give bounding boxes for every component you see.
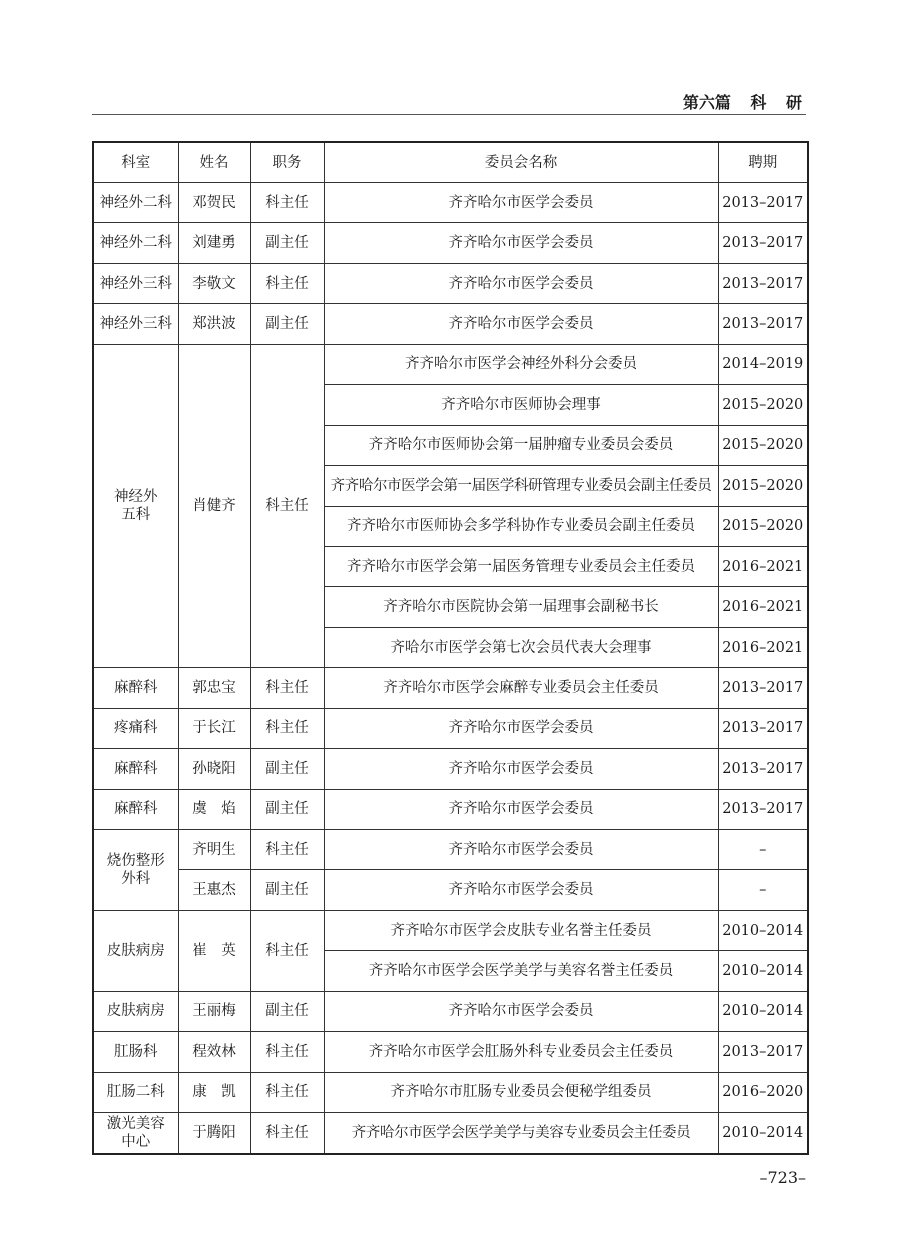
term-cell: 2016–2021 xyxy=(718,627,808,667)
committee-cell: 齐齐哈尔市医学会委员 xyxy=(324,708,718,748)
term-cell: 2013–2017 xyxy=(718,668,808,708)
column-header: 职务 xyxy=(250,142,324,183)
table-row xyxy=(93,344,808,384)
table-row xyxy=(93,223,808,263)
committee-cell: 齐齐哈尔市医学会皮肤专业名誉主任委员 xyxy=(324,910,718,950)
table-row xyxy=(93,183,808,223)
committee-cell: 齐齐哈尔市医学会麻醉专业委员会主任委员 xyxy=(324,668,718,708)
title-cell: 副主任 xyxy=(250,304,324,344)
name-cell: 孙晓阳 xyxy=(178,749,250,789)
title-cell: 科主任 xyxy=(250,830,324,870)
title-cell: 科主任 xyxy=(250,708,324,748)
name-cell: 肖健齐 xyxy=(178,344,250,668)
term-cell: 2013–2017 xyxy=(718,789,808,829)
term-cell: 2015–2020 xyxy=(718,506,808,546)
term-cell: 2013–2017 xyxy=(718,223,808,263)
committee-cell: 齐齐哈尔市医学会第一届医务管理专业委员会主任委员 xyxy=(324,546,718,586)
table-row xyxy=(93,1072,808,1112)
name-cell: 程效林 xyxy=(178,1032,250,1072)
table-row xyxy=(93,749,808,789)
dept-cell: 神经外二科 xyxy=(93,183,178,223)
term-cell: 2016–2020 xyxy=(718,1072,808,1112)
term-cell: 2015–2020 xyxy=(718,466,808,506)
column-header: 科室 xyxy=(93,142,178,183)
committee-cell: 齐齐哈尔市医师协会多学科协作专业委员会副主任委员 xyxy=(324,506,718,546)
term-cell: – xyxy=(718,830,808,870)
title-cell: 科主任 xyxy=(250,910,324,991)
committee-cell: 齐齐哈尔市医学会委员 xyxy=(324,223,718,263)
committee-cell: 齐齐哈尔市肛肠专业委员会便秘学组委员 xyxy=(324,1072,718,1112)
name-cell: 于长江 xyxy=(178,708,250,748)
dept-cell: 神经外二科 xyxy=(93,223,178,263)
dept-cell: 肛肠科 xyxy=(93,1032,178,1072)
term-cell: 2010–2014 xyxy=(718,991,808,1031)
table-row xyxy=(93,789,808,829)
table-row xyxy=(93,991,808,1031)
dept-cell: 疼痛科 xyxy=(93,708,178,748)
committee-cell: 齐齐哈尔市医学会神经外科分会委员 xyxy=(324,344,718,384)
term-cell: 2016–2021 xyxy=(718,546,808,586)
table-header-row xyxy=(93,142,808,183)
term-cell: – xyxy=(718,870,808,910)
dept-cell: 皮肤病房 xyxy=(93,910,178,991)
committee-cell: 齐齐哈尔市医学会委员 xyxy=(324,183,718,223)
dept-cell: 肛肠二科 xyxy=(93,1072,178,1112)
running-title: 第六篇 科 研 xyxy=(682,93,802,112)
name-cell: 郑洪波 xyxy=(178,304,250,344)
page-number: –723– xyxy=(759,1168,806,1187)
title-cell: 科主任 xyxy=(250,183,324,223)
title-cell: 科主任 xyxy=(250,344,324,668)
table-row xyxy=(93,708,808,748)
name-cell: 齐明生 xyxy=(178,830,250,870)
dept-cell: 烧伤整形外科 xyxy=(93,830,178,911)
column-header: 委员会名称 xyxy=(324,142,718,183)
title-cell: 副主任 xyxy=(250,223,324,263)
name-cell: 崔 英 xyxy=(178,910,250,991)
committee-cell: 齐齐哈尔市医学会委员 xyxy=(324,991,718,1031)
title-cell: 副主任 xyxy=(250,749,324,789)
dept-cell: 神经外三科 xyxy=(93,263,178,303)
committee-cell: 齐齐哈尔市医学会委员 xyxy=(324,830,718,870)
title-cell: 科主任 xyxy=(250,1032,324,1072)
committee-cell: 齐齐哈尔市医学会委员 xyxy=(324,789,718,829)
dept-cell: 皮肤病房 xyxy=(93,991,178,1031)
committee-cell: 齐齐哈尔市医学会肛肠外科专业委员会主任委员 xyxy=(324,1032,718,1072)
table-row xyxy=(93,668,808,708)
committee-table xyxy=(92,141,809,1155)
committee-cell: 齐齐哈尔市医学会医学美学与美容名誉主任委员 xyxy=(324,951,718,991)
term-cell: 2013–2017 xyxy=(718,304,808,344)
table-row xyxy=(93,1032,808,1072)
term-cell: 2014–2019 xyxy=(718,344,808,384)
term-cell: 2015–2020 xyxy=(718,385,808,425)
committee-cell: 齐齐哈尔市医学会委员 xyxy=(324,304,718,344)
name-cell: 李敬文 xyxy=(178,263,250,303)
title-cell: 副主任 xyxy=(250,789,324,829)
name-cell: 康 凯 xyxy=(178,1072,250,1112)
dept-cell: 麻醉科 xyxy=(93,749,178,789)
term-cell: 2010–2014 xyxy=(718,951,808,991)
title-cell: 科主任 xyxy=(250,1072,324,1112)
table-row xyxy=(93,910,808,950)
term-cell: 2010–2014 xyxy=(718,1113,808,1154)
term-cell: 2013–2017 xyxy=(718,1032,808,1072)
name-cell: 王惠杰 xyxy=(178,870,250,910)
column-header: 姓名 xyxy=(178,142,250,183)
committee-cell: 齐齐哈尔市医学会委员 xyxy=(324,263,718,303)
table-row xyxy=(93,830,808,870)
committee-cell: 齐齐哈尔市医学会第一届医学科研管理专业委员会副主任委员 xyxy=(324,466,718,506)
term-cell: 2013–2017 xyxy=(718,263,808,303)
committee-cell: 齐齐哈尔市医师协会第一届肿瘤专业委员会委员 xyxy=(324,425,718,465)
running-header xyxy=(92,88,806,115)
name-cell: 于腾阳 xyxy=(178,1113,250,1154)
dept-cell: 麻醉科 xyxy=(93,668,178,708)
table-row xyxy=(93,263,808,303)
dept-cell: 神经外五科 xyxy=(93,344,178,668)
dept-cell: 麻醉科 xyxy=(93,789,178,829)
committee-cell: 齐齐哈尔市医院协会第一届理事会副秘书长 xyxy=(324,587,718,627)
table-row xyxy=(93,304,808,344)
title-cell: 科主任 xyxy=(250,1113,324,1154)
term-cell: 2013–2017 xyxy=(718,749,808,789)
dept-cell: 神经外三科 xyxy=(93,304,178,344)
term-cell: 2015–2020 xyxy=(718,425,808,465)
name-cell: 邓贺民 xyxy=(178,183,250,223)
committee-cell: 齐哈尔市医学会第七次会员代表大会理事 xyxy=(324,627,718,667)
term-cell: 2013–2017 xyxy=(718,183,808,223)
committee-cell: 齐齐哈尔市医学会医学美学与美容专业委员会主任委员 xyxy=(324,1113,718,1154)
committee-cell: 齐齐哈尔市医学会委员 xyxy=(324,870,718,910)
term-cell: 2013–2017 xyxy=(718,708,808,748)
dept-cell: 激光美容中心 xyxy=(93,1113,178,1154)
name-cell: 郭忠宝 xyxy=(178,668,250,708)
committee-cell: 齐齐哈尔市医师协会理事 xyxy=(324,385,718,425)
title-cell: 副主任 xyxy=(250,870,324,910)
table-row xyxy=(93,870,808,910)
term-cell: 2016–2021 xyxy=(718,587,808,627)
title-cell: 科主任 xyxy=(250,668,324,708)
name-cell: 虞 焰 xyxy=(178,789,250,829)
title-cell: 副主任 xyxy=(250,991,324,1031)
title-cell: 科主任 xyxy=(250,263,324,303)
committee-cell: 齐齐哈尔市医学会委员 xyxy=(324,749,718,789)
name-cell: 王丽梅 xyxy=(178,991,250,1031)
name-cell: 刘建勇 xyxy=(178,223,250,263)
column-header: 聘期 xyxy=(718,142,808,183)
term-cell: 2010–2014 xyxy=(718,910,808,950)
table-row xyxy=(93,1113,808,1154)
